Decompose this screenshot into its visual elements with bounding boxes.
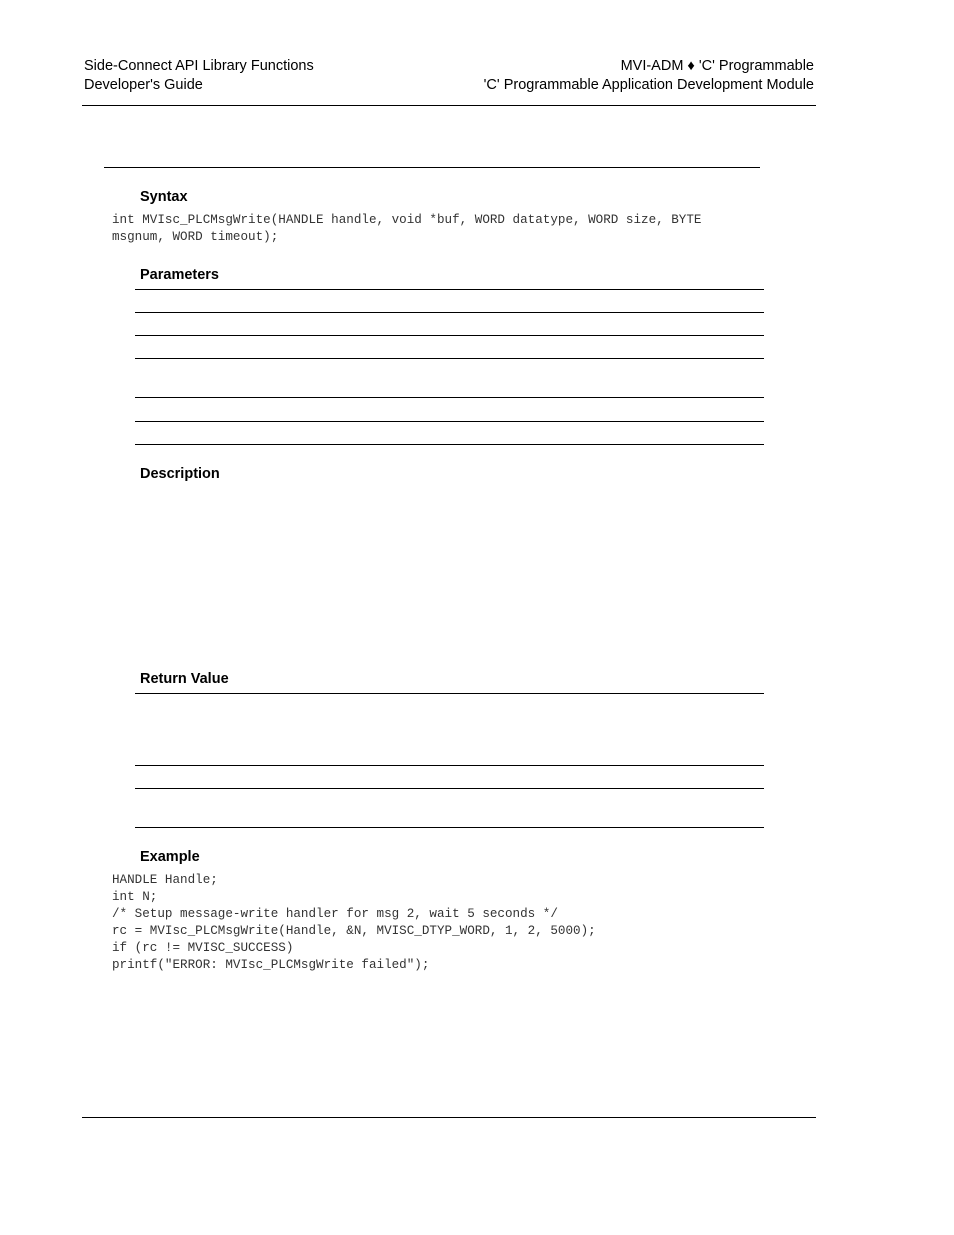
return-value-table-rule (135, 693, 764, 694)
example-code-line-6: printf("ERROR: MVIsc_PLCMsgWrite failed"); (112, 958, 430, 972)
header-module-name: 'C' Programmable Application Development Module (483, 77, 814, 93)
header-guide-title: Developer's Guide (84, 77, 203, 93)
example-code-line-4: rc = MVIsc_PLCMsgWrite(Handle, &N, MVISC_DTYP_WORD, 1, 2, 5000); (112, 924, 596, 938)
example-code-line-3: /* Setup message-write handler for msg 2, wait 5 seconds */ (112, 907, 558, 921)
parameters-heading: Parameters (140, 267, 219, 283)
parameters-table-rule (135, 312, 764, 313)
header-section-title: Side-Connect API Library Functions (84, 58, 314, 74)
syntax-code-line-2: msgnum, WORD timeout); (112, 230, 279, 244)
function-title-rule (104, 167, 760, 168)
return-value-heading: Return Value (140, 671, 229, 687)
header-rule (82, 105, 816, 106)
parameters-table-rule (135, 397, 764, 398)
example-heading: Example (140, 849, 200, 865)
syntax-code-line-1: int MVIsc_PLCMsgWrite(HANDLE handle, void *buf, WORD datatype, WORD size, BYTE (112, 213, 702, 227)
example-code-line-1: HANDLE Handle; (112, 873, 218, 887)
parameters-table-rule (135, 444, 764, 445)
return-value-table-rule (135, 765, 764, 766)
example-code-line-5: if (rc != MVISC_SUCCESS) (112, 941, 294, 955)
footer-rule (82, 1117, 816, 1118)
return-value-table-rule (135, 827, 764, 828)
page-header (84, 57, 814, 97)
return-value-table-rule (135, 788, 764, 789)
parameters-table-rule (135, 289, 764, 290)
description-heading: Description (140, 466, 220, 482)
parameters-table-rule (135, 335, 764, 336)
header-product-name: MVI-ADM ♦ 'C' Programmable (620, 58, 814, 74)
example-code-line-2: int N; (112, 890, 158, 904)
parameters-table-rule (135, 358, 764, 359)
syntax-heading: Syntax (140, 189, 188, 205)
parameters-table-rule (135, 421, 764, 422)
